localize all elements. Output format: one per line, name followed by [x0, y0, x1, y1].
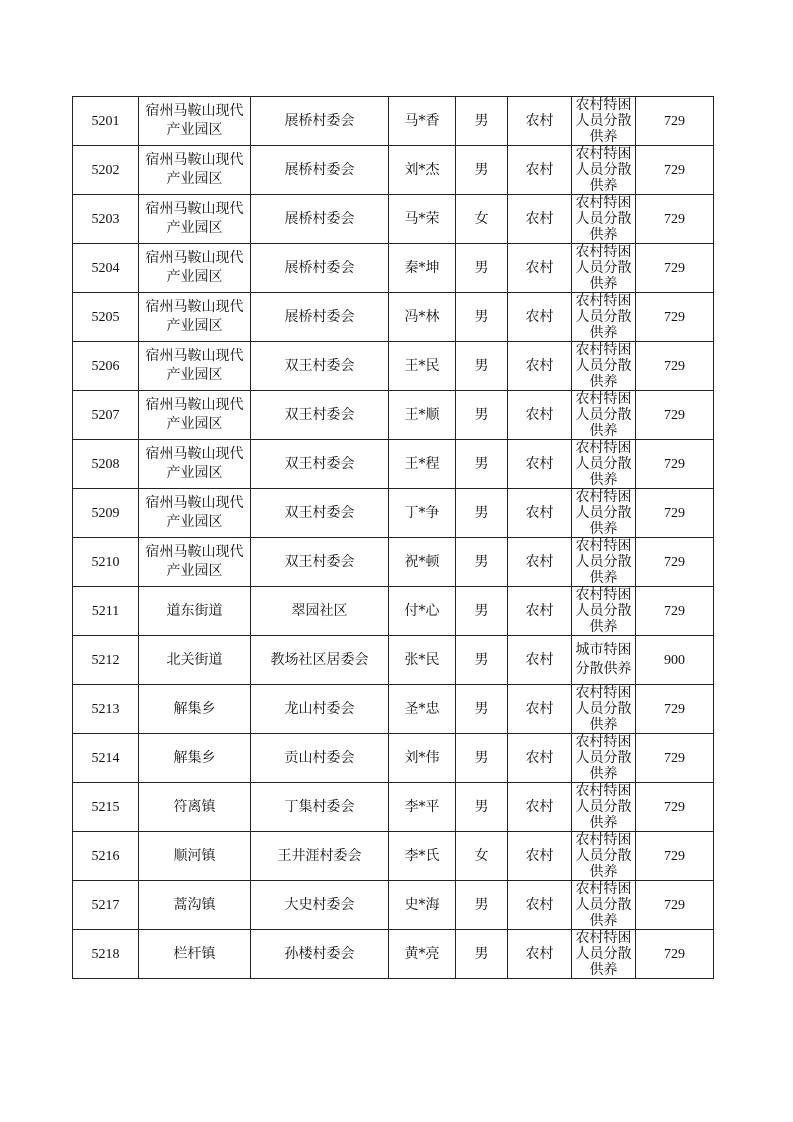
gender-cell: 男	[456, 881, 508, 930]
amount-cell: 729	[636, 342, 714, 391]
person-name-cell: 马*荣	[389, 195, 456, 244]
amount-cell: 729	[636, 881, 714, 930]
person-name-cell: 秦*坤	[389, 244, 456, 293]
person-name-cell: 张*民	[389, 636, 456, 685]
person-name-cell: 李*平	[389, 783, 456, 832]
table-row	[73, 97, 714, 146]
support-category-cell	[572, 930, 636, 979]
support-category-cell	[572, 489, 636, 538]
serial-number-cell: 5213	[73, 685, 139, 734]
village-cell: 双王村委会	[251, 489, 389, 538]
area-type-cell: 农村	[508, 293, 572, 342]
town-cell: 蒿沟镇	[139, 881, 251, 930]
support-category-text: 农村特困人员分散供养	[575, 538, 632, 586]
serial-number-cell: 5210	[73, 538, 139, 587]
table-row	[73, 538, 714, 587]
serial-number-cell: 5216	[73, 832, 139, 881]
table-row	[73, 244, 714, 293]
town-cell: 宿州马鞍山现代产业园区	[139, 489, 251, 538]
person-name-cell: 史*海	[389, 881, 456, 930]
support-category-cell	[572, 391, 636, 440]
area-type-cell: 农村	[508, 734, 572, 783]
person-name-cell: 李*氏	[389, 832, 456, 881]
area-type-cell: 农村	[508, 97, 572, 146]
village-cell: 教场社区居委会	[251, 636, 389, 685]
village-cell: 龙山村委会	[251, 685, 389, 734]
village-cell: 展桥村委会	[251, 293, 389, 342]
area-type-cell: 农村	[508, 391, 572, 440]
town-cell: 宿州马鞍山现代产业园区	[139, 293, 251, 342]
support-category-cell	[572, 685, 636, 734]
amount-cell: 729	[636, 930, 714, 979]
village-cell: 展桥村委会	[251, 97, 389, 146]
serial-number-cell: 5209	[73, 489, 139, 538]
gender-cell: 男	[456, 293, 508, 342]
table-row	[73, 342, 714, 391]
area-type-cell: 农村	[508, 440, 572, 489]
support-category-cell	[572, 587, 636, 636]
support-category-text: 农村特困人员分散供养	[575, 930, 632, 978]
serial-number-cell: 5217	[73, 881, 139, 930]
table-row	[73, 685, 714, 734]
amount-cell: 729	[636, 489, 714, 538]
person-name-cell: 祝*顿	[389, 538, 456, 587]
support-category-text: 农村特困人员分散供养	[575, 783, 632, 831]
gender-cell: 男	[456, 734, 508, 783]
support-category-cell	[572, 195, 636, 244]
gender-cell: 男	[456, 244, 508, 293]
amount-cell: 729	[636, 734, 714, 783]
support-category-text: 农村特困人员分散供养	[575, 440, 632, 488]
serial-number-cell: 5215	[73, 783, 139, 832]
gender-cell: 男	[456, 489, 508, 538]
support-category-text: 农村特困人员分散供养	[575, 97, 632, 145]
person-name-cell: 丁*争	[389, 489, 456, 538]
area-type-cell: 农村	[508, 146, 572, 195]
support-category-cell	[572, 636, 636, 685]
village-cell: 贡山村委会	[251, 734, 389, 783]
gender-cell: 男	[456, 440, 508, 489]
serial-number-cell: 5212	[73, 636, 139, 685]
table-row	[73, 832, 714, 881]
town-cell: 宿州马鞍山现代产业园区	[139, 195, 251, 244]
village-cell: 翠园社区	[251, 587, 389, 636]
gender-cell: 男	[456, 342, 508, 391]
support-category-text: 农村特困人员分散供养	[575, 244, 632, 292]
support-category-text: 农村特困人员分散供养	[575, 881, 632, 929]
gender-cell: 男	[456, 97, 508, 146]
support-category-cell	[572, 342, 636, 391]
table-row	[73, 636, 714, 685]
support-category-cell	[572, 293, 636, 342]
town-cell: 栏杆镇	[139, 930, 251, 979]
recipient-table	[72, 96, 714, 979]
amount-cell: 729	[636, 538, 714, 587]
person-name-cell: 圣*忠	[389, 685, 456, 734]
area-type-cell: 农村	[508, 342, 572, 391]
area-type-cell: 农村	[508, 881, 572, 930]
table-row	[73, 195, 714, 244]
village-cell: 双王村委会	[251, 538, 389, 587]
amount-cell: 729	[636, 587, 714, 636]
amount-cell: 729	[636, 832, 714, 881]
serial-number-cell: 5202	[73, 146, 139, 195]
table-row	[73, 587, 714, 636]
table-row	[73, 734, 714, 783]
table-row	[73, 293, 714, 342]
serial-number-cell: 5204	[73, 244, 139, 293]
gender-cell: 女	[456, 195, 508, 244]
town-cell: 道东街道	[139, 587, 251, 636]
support-category-text: 农村特困人员分散供养	[575, 293, 632, 341]
gender-cell: 男	[456, 930, 508, 979]
support-category-cell	[572, 244, 636, 293]
support-category-text: 农村特困人员分散供养	[575, 342, 632, 390]
village-cell: 王井涯村委会	[251, 832, 389, 881]
support-category-text: 农村特困人员分散供养	[575, 391, 632, 439]
serial-number-cell: 5203	[73, 195, 139, 244]
amount-cell: 729	[636, 97, 714, 146]
support-category-text: 农村特困人员分散供养	[575, 587, 632, 635]
serial-number-cell: 5205	[73, 293, 139, 342]
area-type-cell: 农村	[508, 195, 572, 244]
amount-cell: 729	[636, 783, 714, 832]
gender-cell: 男	[456, 146, 508, 195]
serial-number-cell: 5214	[73, 734, 139, 783]
town-cell: 宿州马鞍山现代产业园区	[139, 97, 251, 146]
town-cell: 宿州马鞍山现代产业园区	[139, 342, 251, 391]
village-cell: 双王村委会	[251, 440, 389, 489]
person-name-cell: 付*心	[389, 587, 456, 636]
town-cell: 解集乡	[139, 685, 251, 734]
support-category-text: 农村特困人员分散供养	[575, 832, 632, 880]
serial-number-cell: 5201	[73, 97, 139, 146]
amount-cell: 729	[636, 195, 714, 244]
support-category-cell	[572, 734, 636, 783]
town-cell: 宿州马鞍山现代产业园区	[139, 244, 251, 293]
person-name-cell: 刘*杰	[389, 146, 456, 195]
table-row	[73, 930, 714, 979]
table-row	[73, 391, 714, 440]
village-cell: 丁集村委会	[251, 783, 389, 832]
person-name-cell: 王*程	[389, 440, 456, 489]
support-category-text: 农村特困人员分散供养	[575, 685, 632, 733]
table-row	[73, 881, 714, 930]
person-name-cell: 冯*林	[389, 293, 456, 342]
amount-cell: 729	[636, 440, 714, 489]
town-cell: 宿州马鞍山现代产业园区	[139, 440, 251, 489]
town-cell: 宿州马鞍山现代产业园区	[139, 391, 251, 440]
town-cell: 宿州马鞍山现代产业园区	[139, 538, 251, 587]
support-category-text: 农村特困人员分散供养	[575, 146, 632, 194]
area-type-cell: 农村	[508, 930, 572, 979]
table-body	[73, 97, 714, 979]
support-category-cell	[572, 146, 636, 195]
village-cell: 双王村委会	[251, 391, 389, 440]
area-type-cell: 农村	[508, 685, 572, 734]
person-name-cell: 黄*亮	[389, 930, 456, 979]
support-category-cell	[572, 783, 636, 832]
village-cell: 展桥村委会	[251, 195, 389, 244]
gender-cell: 男	[456, 587, 508, 636]
support-category-text: 农村特困人员分散供养	[575, 734, 632, 782]
support-category-cell	[572, 881, 636, 930]
area-type-cell: 农村	[508, 538, 572, 587]
table-row	[73, 783, 714, 832]
support-category-cell	[572, 440, 636, 489]
gender-cell: 男	[456, 685, 508, 734]
support-category-text: 农村特困人员分散供养	[575, 489, 632, 537]
town-cell: 符离镇	[139, 783, 251, 832]
amount-cell: 729	[636, 244, 714, 293]
person-name-cell: 刘*伟	[389, 734, 456, 783]
gender-cell: 男	[456, 783, 508, 832]
village-cell: 双王村委会	[251, 342, 389, 391]
gender-cell: 男	[456, 636, 508, 685]
person-name-cell: 马*香	[389, 97, 456, 146]
serial-number-cell: 5206	[73, 342, 139, 391]
area-type-cell: 农村	[508, 832, 572, 881]
gender-cell: 男	[456, 538, 508, 587]
table-row	[73, 489, 714, 538]
village-cell: 孙楼村委会	[251, 930, 389, 979]
area-type-cell: 农村	[508, 244, 572, 293]
support-category-text: 农村特困人员分散供养	[575, 195, 632, 243]
serial-number-cell: 5207	[73, 391, 139, 440]
area-type-cell: 农村	[508, 783, 572, 832]
support-category-cell	[572, 97, 636, 146]
village-cell: 展桥村委会	[251, 146, 389, 195]
area-type-cell: 农村	[508, 489, 572, 538]
village-cell: 大史村委会	[251, 881, 389, 930]
town-cell: 顺河镇	[139, 832, 251, 881]
town-cell: 宿州马鞍山现代产业园区	[139, 146, 251, 195]
town-cell: 北关街道	[139, 636, 251, 685]
serial-number-cell: 5208	[73, 440, 139, 489]
amount-cell: 729	[636, 146, 714, 195]
table-row	[73, 146, 714, 195]
gender-cell: 男	[456, 391, 508, 440]
amount-cell: 729	[636, 293, 714, 342]
gender-cell: 女	[456, 832, 508, 881]
support-category-cell	[572, 832, 636, 881]
area-type-cell: 农村	[508, 587, 572, 636]
amount-cell: 900	[636, 636, 714, 685]
table-row	[73, 440, 714, 489]
person-name-cell: 王*民	[389, 342, 456, 391]
support-category-text: 城市特困分散供养	[575, 642, 632, 677]
person-name-cell: 王*顺	[389, 391, 456, 440]
serial-number-cell: 5218	[73, 930, 139, 979]
amount-cell: 729	[636, 391, 714, 440]
village-cell: 展桥村委会	[251, 244, 389, 293]
area-type-cell: 农村	[508, 636, 572, 685]
support-category-cell	[572, 538, 636, 587]
town-cell: 解集乡	[139, 734, 251, 783]
serial-number-cell: 5211	[73, 587, 139, 636]
amount-cell: 729	[636, 685, 714, 734]
